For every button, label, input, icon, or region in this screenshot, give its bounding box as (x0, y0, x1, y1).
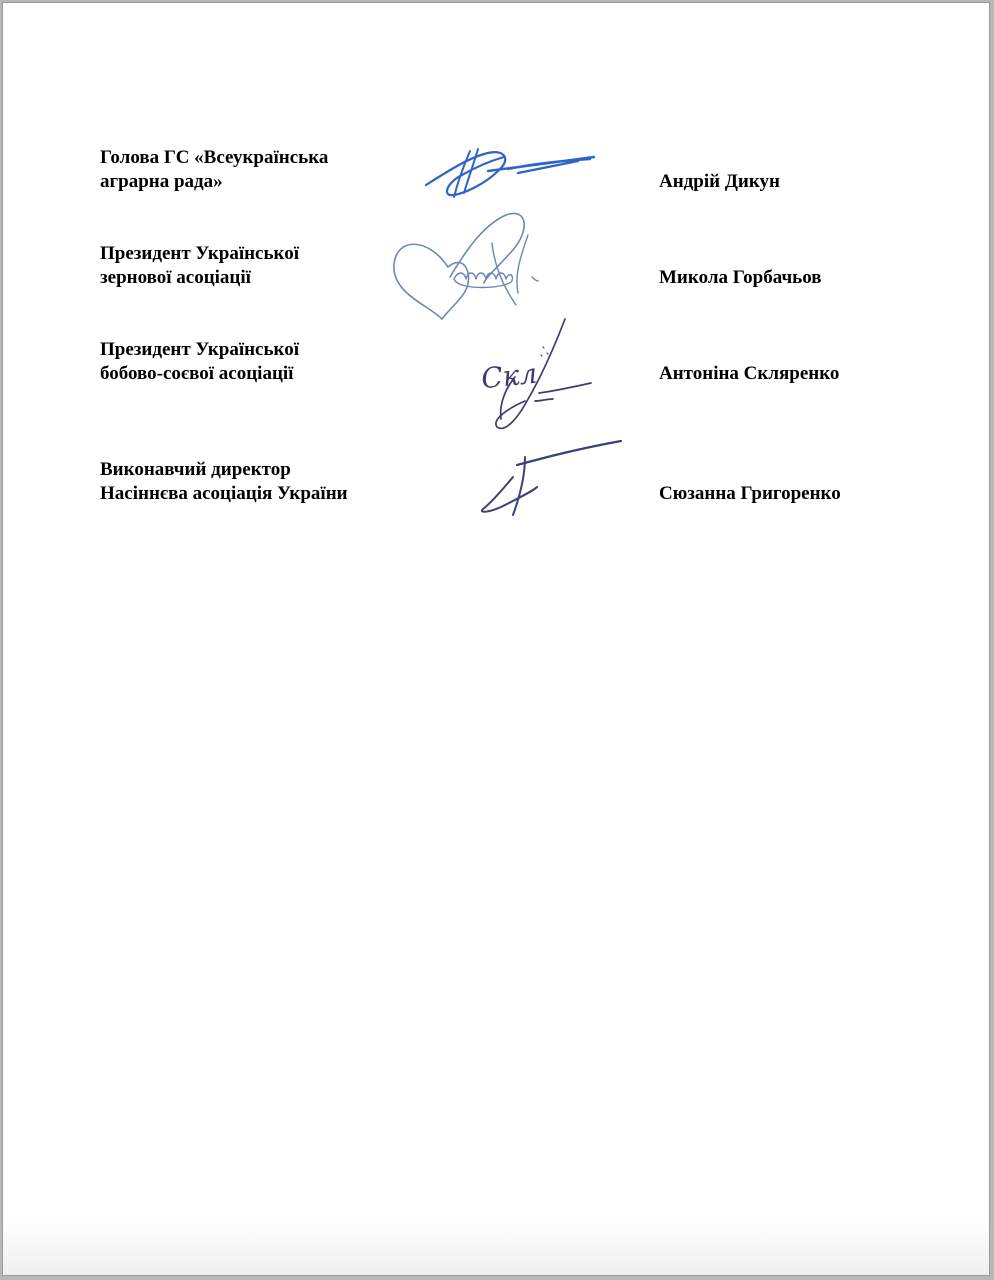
signature-script: Скл (479, 356, 539, 396)
title-line: Насіннєва асоціація України (100, 483, 348, 504)
signatory-title (100, 146, 328, 194)
title-line: Президент Української (100, 243, 300, 264)
signatory-name: Микола Горбачьов (659, 267, 822, 288)
document-page (2, 2, 990, 1276)
title-line: бобово-соєвої асоціації (100, 363, 294, 384)
title-line: зернової асоціації (100, 267, 251, 288)
signature-image (477, 435, 627, 520)
signature-image (475, 315, 605, 440)
signature-image (418, 141, 603, 201)
signatory-title (100, 458, 348, 506)
signatory-name: Андрій Дикун (659, 171, 780, 192)
title-line: аграрна рада» (100, 171, 223, 192)
title-line: Голова ГС «Всеукраїнська (100, 147, 329, 168)
signatory-title (100, 338, 299, 386)
signatory-name: Сюзанна Григоренко (659, 483, 841, 504)
signatory-name: Антоніна Скляренко (659, 363, 840, 384)
title-line: Президент Української (100, 339, 300, 360)
signature-image (388, 207, 558, 327)
title-line: Виконавчий директор (100, 459, 291, 480)
signatory-title (100, 242, 299, 290)
